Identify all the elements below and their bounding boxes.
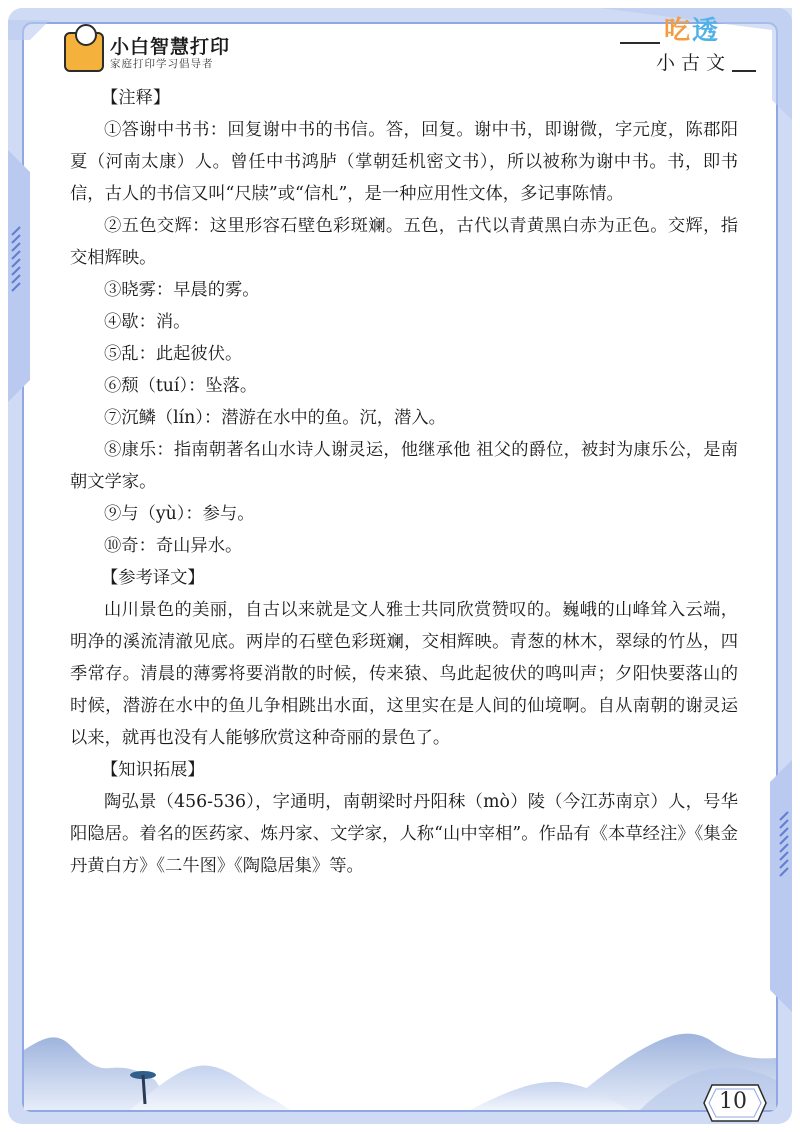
note-item: ⑥颓（tuí）：坠落。 (104, 376, 258, 396)
note-item: ①答谢中书书：回复谢中书的书信。答，回复。谢中书，即谢微，字元度，陈郡阳夏（河南太康）人。曾任中书鸿胪（掌朝廷机密文书），所以被称为谢中书。书，即书信，古人的书信又叫“尺牍”或“信札”，是一种应用性文体，多记事陈情。 (70, 120, 738, 204)
translation-paragraph: 山川景色的美丽，自古以来就是文人雅士共同欣赏赞叹的。巍峨的山峰耸入云端，明净的溪流清澈见底。两岸的石壁色彩斑斓，交相辉映。青葱的林木，翠绿的竹丛，四季常存。清晨的薄雾将要消散的时候，传来猿、鸟此起彼伏的鸣叫声；夕阳快要落山的时候，潜游在水中的鱼儿争相跳出水面，这里实在是人间的仙境啊。自从南朝的谢灵运以来，就再也没有人能够欣赏这种奇丽的景色了。 (70, 600, 738, 748)
logo-subtitle: 家庭打印学习倡导者 (110, 58, 214, 70)
page-number-badge (706, 1081, 760, 1121)
note-item: ③晓雾：早晨的雾。 (104, 280, 260, 300)
note-item: ②五色交辉：这里形容石壁色彩斑斓。五色，古代以青黄黑白赤为正色。交辉，指交相辉映。 (70, 216, 738, 268)
knowledge-heading: 【知识拓展】 (101, 760, 205, 780)
knowledge-paragraph: 陶弘景（456-536），字通明，南朝梁时丹阳秣（mò）陵（今江苏南京）人，号华阳隐居。着名的医药家、炼丹家、文学家，人称“山中宰相”。作品有《本草经注》《集金丹黄白方》《二牛图》《陶隐居集》等。 (70, 792, 738, 876)
logo-title: 小白智慧打印 (110, 36, 231, 58)
page-number: 10 (719, 1088, 747, 1114)
note-item: ⑤乱：此起彼伏。 (104, 344, 243, 364)
notes-heading: 【注释】 (101, 88, 171, 108)
note-item: ⑧康乐：指南朝著名山水诗人谢灵运，他继承他 祖父的爵位，被封为康乐公，是南朝文学家。 (70, 440, 738, 492)
brand-char-2: 透 (692, 16, 721, 46)
note-item: ④歇：消。 (104, 312, 191, 332)
brand-char-1: 吃 (664, 16, 693, 46)
brand-subtitle: 小古文 (656, 52, 732, 74)
note-item: ⑦沉鳞（lín）：潜游在水中的鱼。沉，潜入。 (104, 408, 446, 428)
note-item: ⑩奇：奇山异水。 (104, 536, 243, 556)
note-item: ⑨与（yù）：参与。 (104, 504, 255, 524)
translation-heading: 【参考译文】 (101, 568, 205, 588)
